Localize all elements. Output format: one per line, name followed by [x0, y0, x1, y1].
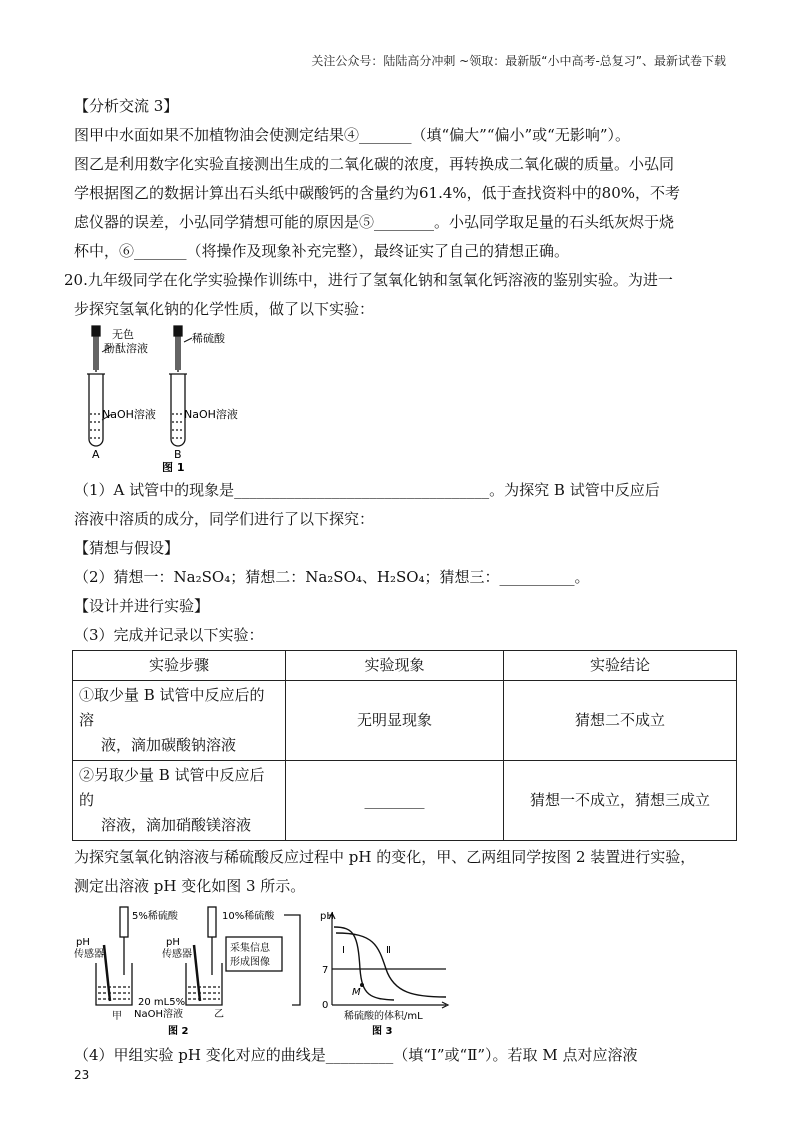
table-cell-conclusion: 猜想二不成立: [504, 681, 737, 761]
table-cell-step: [73, 681, 286, 761]
table-header: 实验现象: [286, 651, 504, 681]
step-line: ①取少量 B 试管中反应后的溶: [79, 686, 265, 729]
text-line: 为探究氢氧化钠溶液与稀硫酸反应过程中 pH 的变化，甲、乙两组同学按图 2 装置进行实验，: [74, 848, 696, 866]
text-line: 步探究氢氧化钠的化学性质，做了以下实验：: [74, 300, 375, 318]
question-3: （3）完成并记录以下实验：: [74, 626, 264, 644]
fig2-ph-2b: 传感器: [162, 949, 192, 960]
table-row: [73, 681, 737, 761]
text-line: 杯中，⑥_______（将操作及现象补充完整），最终证实了自己的猜想正确。: [74, 242, 570, 260]
fig2-box-1: 采集信息: [230, 943, 270, 954]
question-1: （1）A 试管中的现象是__________________________________。为探究 B 试管中反应后: [74, 481, 660, 499]
section-analysis-3: 【分析交流 3】: [74, 97, 179, 115]
fig3-axes: [329, 913, 448, 1008]
fig1-tube-b: B: [174, 448, 182, 461]
question-4: （4）甲组实验 pH 变化对应的曲线是_________（填“Ⅰ”或“Ⅱ”）。若取 M 点对应溶液: [74, 1046, 638, 1064]
fig1-sol-a: NaOH溶液: [102, 408, 156, 421]
figure-1: [74, 324, 726, 472]
figures-2-3: [74, 905, 726, 1037]
fig3-curve-2-label: Ⅱ: [386, 945, 391, 956]
page-content: [64, 92, 726, 1070]
fig2-ph-2a: pH: [166, 937, 180, 948]
fig2-acid-2: 10%稀硫酸: [222, 911, 275, 922]
text-line: 图甲中水面如果不加植物油会使测定结果④_______（填“偏大”“偏小”或“无影响”）。: [74, 126, 631, 144]
text-line: 溶液中溶质的成分，同学们进行了以下探究：: [74, 510, 375, 528]
text-line: 测定出溶液 pH 变化如图 3 所示。: [74, 877, 306, 895]
table-cell-step: [73, 761, 286, 841]
table-header-row: [73, 651, 737, 681]
fig3-xlabel: 稀硫酸的体积/mL: [344, 1011, 423, 1022]
section-hypothesis: 【猜想与假设】: [74, 539, 180, 557]
text-line: 学根据图乙的数据计算出石头纸中碳酸钙的含量约为61.4%，低于查找资料中的80%，不考: [74, 184, 680, 202]
step-line: 溶液，滴加硝酸镁溶液: [101, 816, 252, 834]
fig3-point-label: M: [352, 987, 361, 998]
figure-1-drawing: [74, 324, 304, 472]
section-design: 【设计并进行实验】: [74, 597, 210, 615]
text-line: 图乙是利用数字化实验直接测出生成的二氧化碳的浓度，再转换成二氧化碳的质量。小弘同: [74, 155, 675, 173]
table-row: [73, 761, 737, 841]
fig2-jia: 甲: [112, 1011, 122, 1022]
fig2-ph-1a: pH: [76, 937, 90, 948]
step-line: ②另取少量 B 试管中反应后的: [79, 766, 265, 809]
fig1-label-b: 稀硫酸: [192, 332, 225, 345]
dropper-b-icon: [174, 326, 182, 372]
text-line: 虑仪器的误差，小弘同学猜想可能的原因是⑤________。小弘同学取足量的石头纸灰烬于烧: [74, 213, 675, 231]
figure-2-drawing: [74, 905, 494, 1037]
step-line: 液，滴加碳酸钠溶液: [101, 736, 237, 754]
table-cell-phenomenon: ________: [286, 761, 504, 841]
dropper-a-icon: [92, 326, 100, 372]
page-number: 23: [74, 1068, 90, 1082]
fig1-tube-a: A: [92, 448, 100, 461]
fig3-caption: 图 3: [372, 1026, 393, 1037]
experiment-table: [72, 650, 737, 841]
fig2-caption: 图 2: [168, 1026, 189, 1037]
fig3-y0: 0: [322, 1000, 329, 1011]
fig2-yi: 乙: [214, 1009, 224, 1020]
fig2-naoh: NaOH溶液: [134, 1009, 183, 1020]
fig1-label-a2: 酚酞溶液: [104, 342, 148, 355]
fig1-label-a1: 无色: [112, 328, 134, 341]
fig1-caption: 图 1: [162, 461, 185, 472]
table-header: 实验结论: [504, 651, 737, 681]
table-cell-phenomenon: 无明显现象: [286, 681, 504, 761]
table-cell-conclusion: 猜想一不成立，猜想三成立: [504, 761, 737, 841]
question-2: （2）猜想一：Na₂SO₄；猜想二：Na₂SO₄、H₂SO₄；猜想三：__________。: [74, 568, 590, 586]
fig3-curve-1-label: Ⅰ: [342, 945, 345, 956]
fig2-vol: 20 mL5%: [138, 997, 186, 1008]
table-header: 实验步骤: [73, 651, 286, 681]
fig3-y7: 7: [322, 965, 329, 976]
fig1-sol-b: NaOH溶液: [184, 408, 238, 421]
fig3-ylabel: pH: [320, 911, 334, 922]
fig3-curve-1: [334, 927, 394, 1000]
question-20-text: 20.九年级同学在化学实验操作训练中，进行了氢氧化钠和氢氧化钙溶液的鉴别实验。为进一: [64, 271, 673, 289]
page-header: 关注公众号：陆陆高分冲刺 ~领取：最新版“小中高考-总复习”、最新试卷下载: [311, 54, 726, 68]
fig2-acid-1: 5%稀硫酸: [132, 911, 178, 922]
fig2-ph-1b: 传感器: [74, 949, 104, 960]
fig2-box-2: 形成图像: [230, 957, 270, 968]
